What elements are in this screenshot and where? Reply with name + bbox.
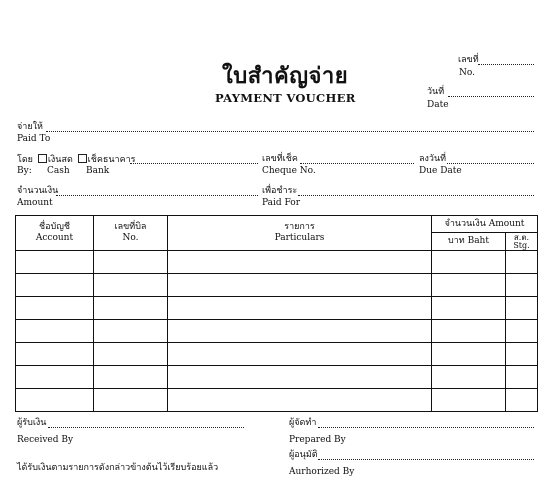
cheque-no-field[interactable] — [300, 163, 414, 164]
prepared-by-field[interactable] — [318, 427, 534, 428]
table-cell[interactable] — [506, 389, 538, 412]
by-label-th: โดย — [17, 155, 33, 165]
amount-label-en: Amount — [17, 198, 53, 208]
paid-for-label-th: เพื่อชำระ — [262, 186, 298, 196]
authorized-by-field[interactable] — [318, 459, 534, 460]
col-account-en: Account — [35, 233, 74, 243]
table-cell[interactable] — [432, 343, 506, 366]
table-cell[interactable] — [432, 366, 506, 389]
cheque-label-th: เช็คธนาคาร — [87, 155, 136, 165]
paid-to-field[interactable] — [46, 131, 534, 132]
table-cell[interactable] — [506, 297, 538, 320]
col-billno-header — [94, 216, 168, 251]
table-row — [16, 343, 538, 366]
table-cell[interactable] — [506, 274, 538, 297]
title-thai: ใบสำคัญจ่าย — [222, 63, 349, 89]
table-row — [16, 320, 538, 343]
amount-field[interactable] — [56, 195, 258, 196]
table-cell[interactable] — [168, 320, 432, 343]
table-cell[interactable] — [168, 366, 432, 389]
received-by-field[interactable] — [48, 427, 244, 428]
prepared-by-label-en: Prepared By — [289, 435, 346, 445]
paid-for-label-en: Paid For — [262, 198, 300, 208]
voucher-no-label-en: No. — [459, 68, 475, 78]
table-cell[interactable] — [506, 366, 538, 389]
table-cell[interactable] — [16, 297, 94, 320]
col-stg-th: ส.ต. — [513, 232, 530, 242]
paid-to-label-th: จ่ายให้ — [17, 122, 43, 132]
table-cell[interactable] — [432, 251, 506, 274]
table-cell[interactable] — [16, 320, 94, 343]
table-cell[interactable] — [94, 274, 168, 297]
authorized-by-label-en: Aurhorized By — [289, 467, 355, 477]
due-date-field[interactable] — [447, 163, 534, 164]
col-billno-th: เลขที่บิล — [114, 222, 147, 232]
table-cell[interactable] — [432, 297, 506, 320]
col-baht-header: บาท Baht — [432, 233, 506, 251]
col-particulars-en: Particulars — [274, 233, 325, 243]
prepared-by-label-th: ผู้จัดทำ — [289, 418, 317, 428]
by-row-th — [17, 154, 135, 166]
table-cell[interactable] — [16, 343, 94, 366]
cash-label-en: Cash — [47, 166, 70, 176]
table-row — [16, 389, 538, 412]
col-account-header — [16, 216, 94, 251]
col-account-th: ชื่อบัญชี — [38, 222, 70, 232]
by-label-en: By: — [17, 166, 32, 176]
title-english: PAYMENT VOUCHER — [215, 91, 356, 105]
col-billno-en: No. — [122, 233, 139, 243]
table-cell[interactable] — [94, 389, 168, 412]
table-row — [16, 297, 538, 320]
cheque-no-label-en: Cheque No. — [262, 166, 316, 176]
table-cell[interactable] — [432, 320, 506, 343]
paid-to-label-en: Paid To — [17, 134, 51, 144]
table-row — [16, 366, 538, 389]
bank-field[interactable] — [130, 163, 258, 164]
table-row — [16, 274, 538, 297]
table-cell[interactable] — [168, 274, 432, 297]
voucher-no-label-th: เลขที่ — [458, 55, 479, 65]
table-cell[interactable] — [94, 251, 168, 274]
table-cell[interactable] — [168, 251, 432, 274]
col-stg-en: Stg. — [513, 240, 530, 250]
col-amount-header: จำนวนเงิน Amount — [432, 216, 538, 233]
paid-for-field[interactable] — [298, 195, 534, 196]
table-cell[interactable] — [168, 389, 432, 412]
date-label-th: วันที่ — [427, 87, 445, 97]
received-by-label-en: Received By — [17, 435, 74, 445]
table-cell[interactable] — [16, 366, 94, 389]
table-cell[interactable] — [506, 320, 538, 343]
table-cell[interactable] — [168, 343, 432, 366]
table-cell[interactable] — [432, 274, 506, 297]
table-cell[interactable] — [94, 297, 168, 320]
table-cell[interactable] — [432, 389, 506, 412]
table-header-row — [16, 216, 538, 233]
table-cell[interactable] — [94, 343, 168, 366]
col-particulars-th: รายการ — [284, 222, 315, 232]
bank-label-en: Bank — [86, 166, 110, 176]
amount-label-th: จำนวนเงิน — [17, 186, 59, 196]
table-cell[interactable] — [506, 251, 538, 274]
cash-checkbox[interactable] — [38, 154, 47, 163]
table-cell[interactable] — [94, 320, 168, 343]
due-date-label-th: ลงวันที่ — [419, 154, 447, 164]
received-by-label-th: ผู้รับเงิน — [17, 418, 47, 428]
table-cell[interactable] — [16, 389, 94, 412]
date-field[interactable] — [448, 96, 534, 97]
voucher-table — [15, 215, 538, 412]
cash-label-th: เงินสด — [47, 155, 73, 165]
due-date-label-en: Due Date — [419, 166, 462, 176]
table-cell[interactable] — [94, 366, 168, 389]
table-cell[interactable] — [168, 297, 432, 320]
date-label-en: Date — [427, 100, 449, 110]
col-stg-header — [506, 233, 538, 251]
table-row — [16, 251, 538, 274]
table-cell[interactable] — [16, 251, 94, 274]
cheque-no-label-th: เลขที่เช็ค — [262, 154, 298, 164]
table-cell[interactable] — [506, 343, 538, 366]
table-cell[interactable] — [16, 274, 94, 297]
col-particulars-header — [168, 216, 432, 251]
receipt-note: ได้รับเงินตามรายการดังกล่าวข้างต้นไว้เรียบร้อยแล้ว — [17, 463, 219, 473]
cheque-checkbox[interactable] — [78, 154, 87, 163]
voucher-no-field[interactable] — [478, 64, 534, 65]
authorized-by-label-th: ผู้อนุมัติ — [289, 450, 318, 460]
